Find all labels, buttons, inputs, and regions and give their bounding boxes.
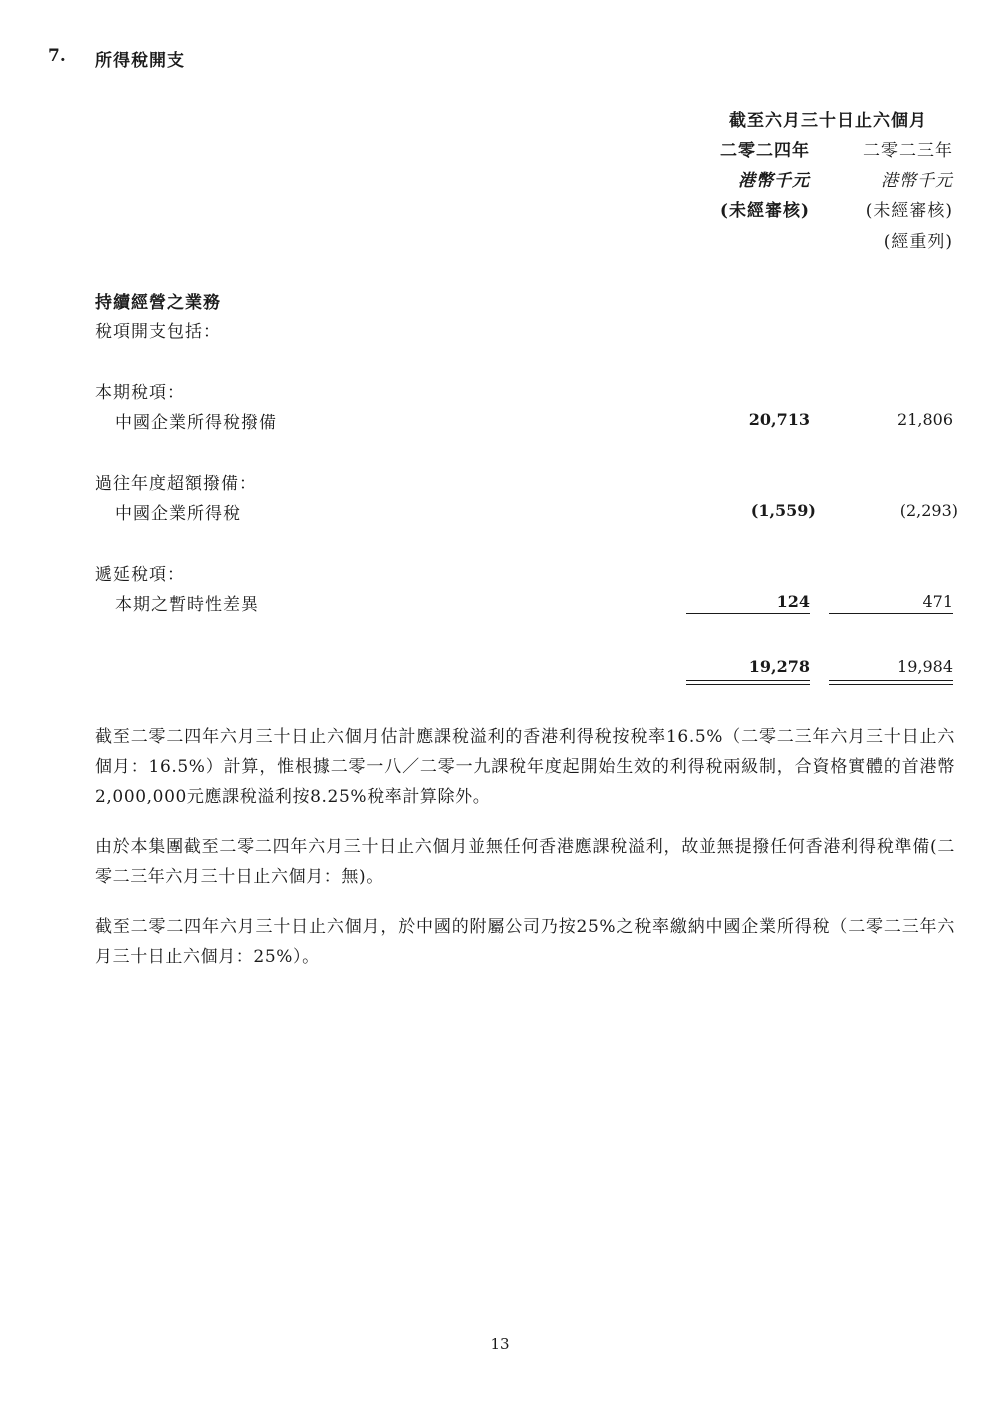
- total-2024: 19,278: [748, 657, 810, 676]
- col-2023-year: 二零二三年: [863, 141, 953, 161]
- col-2024-unit: 港幣千元: [738, 171, 810, 191]
- intro-text: 稅項開支包括：: [95, 322, 221, 342]
- value-2024-deferred: 124: [776, 592, 810, 611]
- section-title: 所得稅開支: [95, 51, 185, 71]
- item-prc-eit-provision: 中國企業所得稅撥備: [115, 413, 277, 433]
- col-2023-note: (經重列): [883, 232, 953, 252]
- col-2024-year: 二零二四年: [720, 141, 810, 161]
- page-number: 13: [490, 1335, 510, 1353]
- group-heading-deferred-tax: 遞延稅項：: [95, 565, 185, 585]
- item-prc-eit: 中國企業所得稅: [115, 504, 241, 524]
- value-2023-overprovision: (2,293): [899, 501, 958, 520]
- paragraph-hk-profits-tax: 截至二零二四年六月三十日止六個月估計應課稅溢利的香港利得稅按稅率16.5%（二零二三年六月三十日止六個月：16.5%）計算，惟根據二零一八／二零一九課稅年度起開始生效的利得稅兩級制，合資格實體的首港幣2,000,000元應課稅溢利按8.25%稅率計算除外。: [95, 727, 955, 807]
- col-2023-unit: 港幣千元: [881, 171, 953, 191]
- total-2023: 19,984: [897, 657, 953, 676]
- total-double-line-2024: [686, 680, 810, 685]
- value-2024-current: 20,713: [748, 410, 810, 429]
- value-2024-overprovision: (1,559): [750, 501, 816, 520]
- item-temporary-differences: 本期之暫時性差異: [115, 595, 259, 615]
- paragraph-prc-subsidiaries: 截至二零二四年六月三十日止六個月，於中國的附屬公司乃按25%之稅率繳納中國企業所得稅（二零二三年六月三十日止六個月：25%）。: [95, 917, 955, 967]
- value-2023-current: 21,806: [897, 410, 953, 429]
- subtotal-line-2023: [829, 613, 953, 614]
- period-header: 截至六月三十日止六個月: [729, 111, 927, 131]
- total-double-line-2023: [829, 680, 953, 685]
- col-2023-status: (未經審核): [865, 201, 953, 221]
- group-heading-current-tax: 本期稅項：: [95, 383, 185, 403]
- col-2024-status: (未經審核): [719, 201, 810, 221]
- subheading: 持續經營之業務: [95, 293, 221, 313]
- section-number: 7.: [48, 46, 66, 66]
- subtotal-line-2024: [686, 613, 810, 614]
- paragraph-no-hk-provision: 由於本集團截至二零二四年六月三十日止六個月並無任何香港應課稅溢利，故並無提撥任何香港利得稅準備(二零二三年六月三十日止六個月：無)。: [95, 837, 955, 887]
- value-2023-deferred: 471: [922, 592, 953, 611]
- group-heading-overprovision: 過往年度超額撥備：: [95, 474, 257, 494]
